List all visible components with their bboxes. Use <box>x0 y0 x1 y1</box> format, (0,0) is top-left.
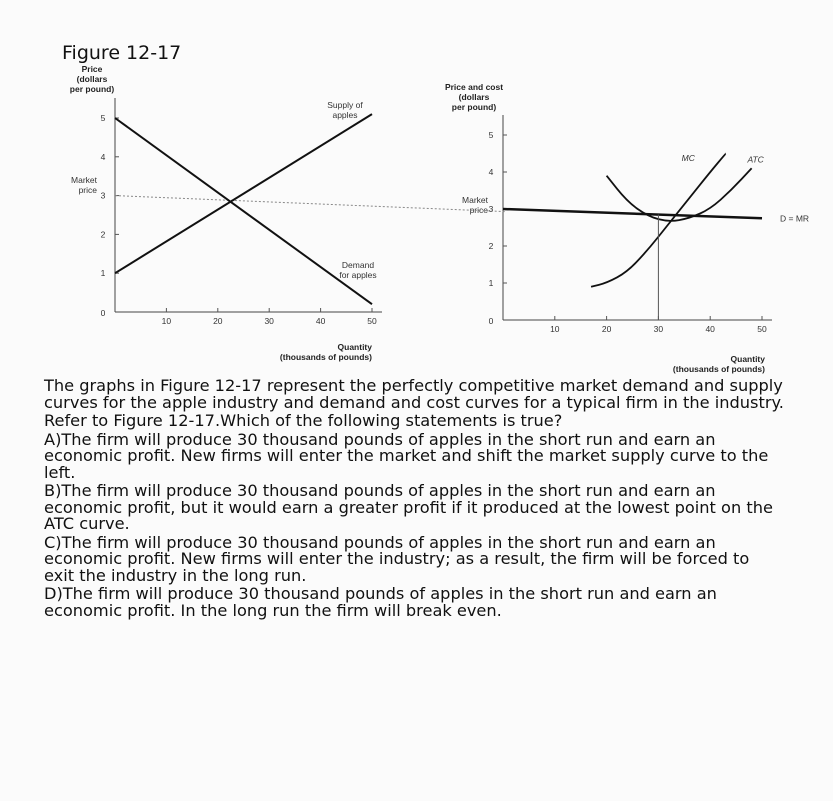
p1-ytick-1: 1 <box>100 268 106 279</box>
demand-label-0: Demand <box>341 260 375 270</box>
p2-ytick-1: 1 <box>488 278 494 288</box>
p2-xtick-30: 30 <box>653 324 664 334</box>
p1-xtick-20: 20 <box>213 316 223 326</box>
p1-ylabel-1: (dollars <box>76 74 108 84</box>
figure-charts <box>0 0 833 380</box>
p2-ylabel-1: (dollars <box>458 92 490 102</box>
p1-xlabel-0: Quantity <box>337 342 372 352</box>
p2-xtick-40: 40 <box>705 324 715 334</box>
p2-ylabel-0: Price and cost <box>444 82 504 92</box>
p2-xlabel-0: Quantity <box>730 354 765 364</box>
p1-series-supply <box>115 114 375 273</box>
supply-label-1: apples <box>332 110 358 120</box>
p2-market-price-label-0: Market <box>462 195 488 205</box>
option-b: B)The firm will produce 30 thousand pounds of apples in the short run and earn an economic profit, but it would earn a greater profit if it produced at the lowest point on the ATC curve. <box>44 481 773 533</box>
p2-market-price-label-1: price <box>469 205 488 215</box>
p1-ylabel-0: Price <box>81 64 103 74</box>
p2-ytick-2: 2 <box>488 241 494 251</box>
p1-xtick-30: 30 <box>264 316 274 326</box>
p2-ytick-0: 0 <box>488 316 494 326</box>
d-mr-label: D = MR <box>780 213 810 224</box>
question-intro: The graphs in Figure 12-17 represent the perfectly competitive market demand and supply curves for the apple industry and demand and cost curves for a typical firm in the industry. <box>44 376 784 412</box>
p1-series-demand <box>115 118 375 304</box>
p2-xtick-50: 50 <box>757 324 767 334</box>
p2-xtick-20: 20 <box>601 324 612 334</box>
p1-xtick-10: 10 <box>161 316 172 326</box>
p2-xtick-10: 10 <box>550 324 560 334</box>
p1-ytick-2: 2 <box>100 229 106 240</box>
p1-ytick-3: 3 <box>100 190 106 201</box>
market-price-dotted-line <box>115 196 505 212</box>
p1-xtick-40: 40 <box>315 316 326 326</box>
option-c: C)The firm will produce 30 thousand pounds of apples in the short run and earn an economic profit. New firms will enter the industry; as a result, the firm will be forced to exit the industry in the long run. <box>44 532 750 585</box>
p1-market-price-label-1: price <box>78 185 97 195</box>
p1-ytick-5: 5 <box>100 113 106 123</box>
atc-label: ATC <box>747 154 764 165</box>
supply-label-0: Supply of <box>327 100 363 110</box>
demand-label-1: for apples <box>339 270 377 280</box>
figure-title: Figure 12-17 <box>62 42 182 64</box>
mc-label: MC <box>681 152 695 163</box>
p2-ytick-3: 3 <box>488 204 494 214</box>
p2-ylabel-2: per pound) <box>451 102 497 112</box>
p2-ytick-4: 4 <box>488 167 494 177</box>
p1-market-price-label-0: Market <box>71 175 97 185</box>
option-a: A)The firm will produce 30 thousand pounds of apples in the short run and earn an economic profit. New firms will enter the market and shift the market supply curve to the left. <box>44 429 769 482</box>
p1-ytick-4: 4 <box>100 151 106 162</box>
p1-ytick-0: 0 <box>100 308 106 318</box>
p1-xtick-50: 50 <box>367 316 377 326</box>
p2-xlabel-1: (thousands of pounds) <box>672 364 765 374</box>
p2-ytick-5: 5 <box>488 130 494 140</box>
question-prompt: Refer to Figure 12-17.Which of the following statements is true? <box>44 411 563 430</box>
p1-ylabel-2: per pound) <box>69 84 115 94</box>
option-d: D)The firm will produce 30 thousand pounds of apples in the short run and earn an economic profit. In the long run the firm will break even. <box>44 584 717 620</box>
p2-series-d-mr <box>503 209 762 218</box>
question-text <box>44 378 784 621</box>
p1-xlabel-1: (thousands of pounds) <box>279 352 372 362</box>
